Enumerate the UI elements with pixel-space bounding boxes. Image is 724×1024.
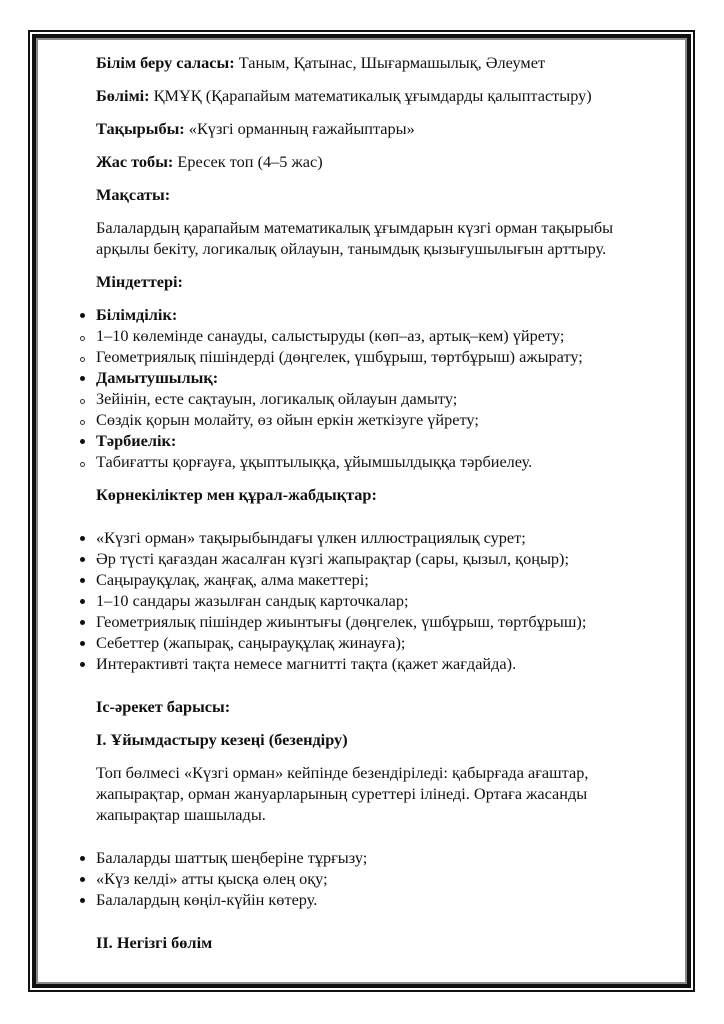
bullet-icon bbox=[76, 868, 88, 889]
stage1-line: жапырақтар, орман жануарларының суреттері ілінеді. Ортаға жасанды bbox=[96, 784, 588, 803]
stage1-item-text: «Күз келді» атты қысқа өлең оқу; bbox=[96, 869, 328, 888]
material-item bbox=[96, 569, 676, 590]
task-item bbox=[96, 346, 676, 367]
process-heading: Іс-әрекет барысы: bbox=[96, 697, 231, 716]
material-item bbox=[96, 653, 676, 674]
task-item bbox=[96, 451, 676, 472]
bullet-icon bbox=[76, 367, 88, 388]
field-topic bbox=[96, 118, 676, 139]
bullet-icon bbox=[76, 527, 88, 548]
task-group bbox=[96, 430, 676, 451]
bullet-icon bbox=[76, 590, 88, 611]
field-age-group bbox=[96, 151, 676, 172]
task-item bbox=[96, 388, 676, 409]
material-text: 1–10 сандары жазылған сандық карточкалар; bbox=[96, 591, 409, 610]
task-group bbox=[96, 304, 676, 325]
stage2-heading: ІІ. Негізгі бөлім bbox=[96, 933, 213, 952]
material-item bbox=[96, 527, 676, 548]
material-item bbox=[96, 611, 676, 632]
stage1-item-text: Балаларды шаттық шеңберіне тұрғызу; bbox=[96, 848, 368, 867]
stage1-list bbox=[96, 847, 676, 910]
circle-bullet-icon bbox=[76, 325, 88, 346]
circle-bullet-icon bbox=[76, 409, 88, 430]
material-text: «Күзгі орман» тақырыбындағы үлкен иллюстрациялық сурет; bbox=[96, 528, 526, 547]
document-content bbox=[96, 52, 676, 965]
stage1-item bbox=[96, 889, 676, 910]
bullet-icon bbox=[76, 611, 88, 632]
task-item bbox=[96, 409, 676, 430]
material-text: Геометриялық пішіндер жиынтығы (дөңгелек, үшбұрыш, төртбұрыш); bbox=[96, 612, 587, 631]
circle-bullet-icon bbox=[76, 346, 88, 367]
task-text: 1–10 көлемінде санауды, салыстыруды (көп–аз, артық–кем) үйрету; bbox=[96, 326, 565, 345]
material-text: Әр түсті қағаздан жасалған күзгі жапырақтар (сары, қызыл, қоңыр); bbox=[96, 549, 569, 568]
material-text: Себеттер (жапырақ, саңырауқұлақ жинауға); bbox=[96, 633, 406, 652]
bullet-icon bbox=[76, 632, 88, 653]
stage1-paragraph bbox=[96, 762, 676, 825]
materials-heading: Көрнекіліктер мен құрал-жабдықтар: bbox=[96, 485, 377, 504]
circle-bullet-icon bbox=[76, 451, 88, 472]
tasks-list bbox=[96, 304, 676, 472]
bullet-icon bbox=[76, 304, 88, 325]
field-label: Тақырыбы: bbox=[96, 119, 185, 138]
materials-list bbox=[96, 527, 676, 674]
goal-line: арқылы бекіту, логикалық ойлауын, танымдық қызығушылығын арттыру. bbox=[96, 239, 607, 258]
task-group bbox=[96, 367, 676, 388]
material-text: Саңырауқұлақ, жаңғақ, алма макеттері; bbox=[96, 570, 369, 589]
bullet-icon bbox=[76, 847, 88, 868]
material-text: Интерактивті тақта немесе магнитті тақта (қажет жағдайда). bbox=[96, 654, 517, 673]
field-education-area bbox=[96, 52, 676, 73]
task-group-label: Білімділік: bbox=[96, 305, 178, 324]
field-value: «Күзгі орманның ғажайыптары» bbox=[184, 119, 415, 138]
task-text: Сөздік қорын молайту, өз ойын еркін жеткізуге үйрету; bbox=[96, 410, 479, 429]
bullet-icon bbox=[76, 569, 88, 590]
material-item bbox=[96, 590, 676, 611]
task-text: Табиғатты қорғауға, ұқыптылыққа, ұйымшылдыққа тәрбиелеу. bbox=[96, 452, 533, 471]
stage1-item bbox=[96, 847, 676, 868]
stage1-line: жапырақтар шашылады. bbox=[96, 805, 266, 824]
stage1-line: Топ бөлмесі «Күзгі орман» кейпінде безендіріледі: қабырғада ағаштар, bbox=[96, 763, 589, 782]
circle-bullet-icon bbox=[76, 388, 88, 409]
material-item bbox=[96, 632, 676, 653]
field-value: Таным, Қатынас, Шығармашылық, Әлеумет bbox=[234, 53, 546, 72]
field-section bbox=[96, 85, 676, 106]
task-group-label: Тәрбиелік: bbox=[96, 431, 177, 450]
task-text: Зейінін, есте сақтауын, логикалық ойлауын дамыту; bbox=[96, 389, 458, 408]
stage1-item-text: Балалардың көңіл-күйін көтеру. bbox=[96, 890, 318, 909]
field-value: Ересек топ (4–5 жас) bbox=[173, 152, 323, 171]
goal-paragraph bbox=[96, 217, 676, 259]
bullet-icon bbox=[76, 548, 88, 569]
stage1-heading: І. Ұйымдастыру кезеңі (безендіру) bbox=[96, 730, 348, 749]
material-item bbox=[96, 548, 676, 569]
stage1-item bbox=[96, 868, 676, 889]
field-label: Бөлімі: bbox=[96, 86, 150, 105]
task-text: Геометриялық пішіндерді (дөңгелек, үшбұрыш, төртбұрыш) ажырату; bbox=[96, 347, 583, 366]
tasks-heading: Міндеттері: bbox=[96, 272, 183, 291]
bullet-icon bbox=[76, 430, 88, 451]
bullet-icon bbox=[76, 653, 88, 674]
task-group-label: Дамытушылық: bbox=[96, 368, 219, 387]
field-label: Білім беру саласы: bbox=[96, 53, 235, 72]
field-value: ҚМҰҚ (Қарапайым математикалық ұғымдарды қалыптастыру) bbox=[149, 86, 592, 105]
field-label: Жас тобы: bbox=[96, 152, 174, 171]
task-item bbox=[96, 325, 676, 346]
goal-heading: Мақсаты: bbox=[96, 185, 171, 204]
goal-line: Балалардың қарапайым математикалық ұғымдарын күзгі орман тақырыбы bbox=[96, 218, 614, 237]
bullet-icon bbox=[76, 889, 88, 910]
